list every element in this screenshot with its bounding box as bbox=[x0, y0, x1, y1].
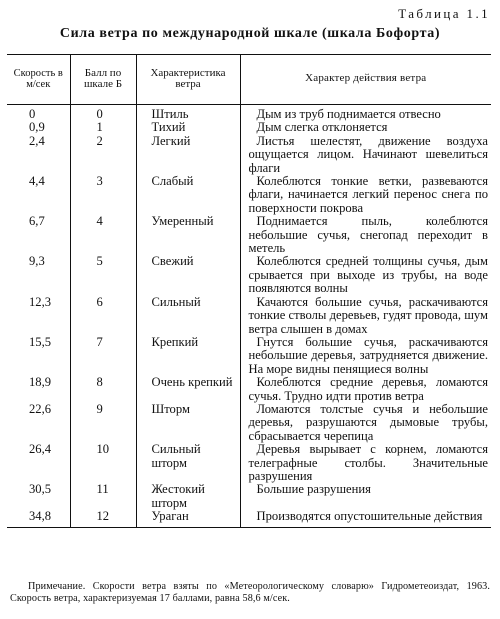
cell-beaufort bbox=[70, 215, 136, 255]
table-row bbox=[7, 336, 491, 376]
cell-action-text: Гнутся большие сучья, раскачиваются небольшие деревья, затрудняется движение. На море видны пенящиеся волны bbox=[248, 334, 488, 376]
table-row bbox=[7, 403, 491, 443]
cell-action-text: Листья шелестят, движение воздуха ощущается лицом. Начинают шевелиться флаги bbox=[248, 133, 488, 175]
cell-action bbox=[240, 336, 491, 376]
cell-beaufort-text: 5 bbox=[96, 254, 103, 269]
header-speed: Скорость в м/сек bbox=[7, 55, 70, 105]
cell-action bbox=[240, 105, 491, 122]
cell-speed-text: 22,6 bbox=[29, 401, 52, 416]
cell-beaufort-text: 9 bbox=[96, 401, 103, 416]
table-body bbox=[7, 105, 491, 528]
header-action: Характер действия ветра bbox=[240, 55, 491, 105]
table-row bbox=[7, 483, 491, 510]
cell-characteristic-text: Слабый bbox=[151, 174, 194, 189]
cell-speed bbox=[7, 403, 70, 443]
cell-characteristic bbox=[136, 336, 240, 376]
cell-characteristic-text: Штиль bbox=[151, 107, 189, 121]
cell-action-text: Ломаются толстые сучья и небольшие деревья, разрушаются дымовые трубы, сбрасывается черепица bbox=[248, 401, 488, 443]
table-row bbox=[7, 255, 491, 295]
cell-characteristic-text: Очень крепкий bbox=[151, 375, 233, 390]
cell-action-text: Качаются большие сучья, раскачиваются тонкие стволы деревьев, гудят провода, шум ветра слышен в домах bbox=[248, 294, 488, 336]
cell-beaufort bbox=[70, 403, 136, 443]
cell-characteristic-text: Легкий bbox=[151, 133, 191, 148]
cell-characteristic-text: Сильный bbox=[151, 294, 201, 309]
cell-beaufort bbox=[70, 510, 136, 527]
cell-beaufort bbox=[70, 443, 136, 483]
cell-characteristic-text: Тихий bbox=[151, 120, 186, 135]
cell-beaufort-text: 4 bbox=[96, 214, 103, 229]
cell-beaufort-text: 6 bbox=[96, 294, 103, 309]
cell-characteristic-text: Ураган bbox=[151, 509, 189, 524]
cell-characteristic bbox=[136, 121, 240, 134]
cell-speed-text: 15,5 bbox=[29, 334, 52, 349]
header-beaufort: Балл по шкале Б bbox=[70, 55, 136, 105]
cell-beaufort-text: 0 bbox=[96, 107, 103, 121]
cell-beaufort-text: 11 bbox=[96, 482, 109, 497]
cell-action-text: Поднимается пыль, колеблются небольшие сучья, снегопад переходит в метель bbox=[248, 214, 488, 256]
cell-speed bbox=[7, 105, 70, 122]
cell-speed-text: 26,4 bbox=[29, 442, 52, 457]
cell-speed bbox=[7, 215, 70, 255]
cell-characteristic-text: Жестокий шторм bbox=[151, 482, 205, 510]
cell-characteristic bbox=[136, 510, 240, 527]
cell-action-text: Колеблются средней толщины сучья, дым срывается при выходе из трубы, на воде появляются волны bbox=[248, 254, 488, 296]
cell-characteristic-text: Шторм bbox=[151, 401, 190, 416]
cell-speed-text: 0,9 bbox=[29, 120, 45, 135]
cell-action bbox=[240, 215, 491, 255]
cell-speed bbox=[7, 121, 70, 134]
cell-action-text: Большие разрушения bbox=[256, 482, 371, 497]
cell-speed-text: 9,3 bbox=[29, 254, 45, 269]
cell-beaufort-text: 8 bbox=[96, 375, 103, 390]
cell-beaufort bbox=[70, 296, 136, 336]
cell-speed bbox=[7, 376, 70, 403]
table-title: Сила ветра по международной шкале (шкала Бофорта) bbox=[59, 26, 441, 41]
cell-characteristic-text: Сильный шторм bbox=[151, 442, 201, 470]
cell-action bbox=[240, 296, 491, 336]
cell-beaufort-text: 7 bbox=[96, 334, 103, 349]
cell-characteristic bbox=[136, 483, 240, 510]
cell-speed bbox=[7, 255, 70, 295]
cell-speed bbox=[7, 510, 70, 527]
cell-speed bbox=[7, 175, 70, 215]
cell-beaufort bbox=[70, 175, 136, 215]
cell-action bbox=[240, 443, 491, 483]
cell-action bbox=[240, 135, 491, 175]
cell-action bbox=[240, 403, 491, 443]
table-row bbox=[7, 296, 491, 336]
cell-characteristic bbox=[136, 215, 240, 255]
cell-characteristic bbox=[136, 296, 240, 336]
cell-action-text: Колеблются средние деревья, ломаются сучья. Трудно идти против ветра bbox=[248, 375, 488, 403]
cell-speed-text: 18,9 bbox=[29, 375, 52, 390]
cell-characteristic bbox=[136, 105, 240, 122]
cell-characteristic-text: Умеренный bbox=[151, 214, 214, 229]
cell-speed-text: 12,3 bbox=[29, 294, 52, 309]
cell-speed-text: 34,8 bbox=[29, 509, 52, 524]
beaufort-table bbox=[7, 54, 491, 528]
cell-beaufort bbox=[70, 255, 136, 295]
cell-action-text: Производятся опустошительные действия bbox=[256, 509, 483, 524]
table-header-row bbox=[7, 55, 491, 105]
cell-speed-text: 4,4 bbox=[29, 174, 45, 189]
table-row bbox=[7, 443, 491, 483]
cell-action bbox=[240, 121, 491, 134]
cell-characteristic bbox=[136, 175, 240, 215]
cell-characteristic bbox=[136, 135, 240, 175]
cell-action bbox=[240, 255, 491, 295]
cell-beaufort-text: 12 bbox=[96, 509, 110, 524]
table-row bbox=[7, 215, 491, 255]
cell-characteristic bbox=[136, 403, 240, 443]
table-row bbox=[7, 376, 491, 403]
cell-action-text: Дым слегка отклоняется bbox=[256, 120, 388, 135]
cell-beaufort-text: 10 bbox=[96, 442, 110, 457]
table-row bbox=[7, 121, 491, 134]
cell-characteristic bbox=[136, 376, 240, 403]
cell-beaufort bbox=[70, 336, 136, 376]
header-characteristic: Характеристика ветра bbox=[136, 55, 240, 105]
cell-speed bbox=[7, 296, 70, 336]
cell-speed bbox=[7, 336, 70, 376]
table-row bbox=[7, 510, 491, 527]
cell-speed bbox=[7, 135, 70, 175]
cell-beaufort bbox=[70, 376, 136, 403]
cell-action bbox=[240, 483, 491, 510]
cell-speed-text: 30,5 bbox=[29, 482, 52, 497]
table-row bbox=[7, 175, 491, 215]
cell-beaufort bbox=[70, 135, 136, 175]
cell-beaufort-text: 2 bbox=[96, 133, 103, 148]
cell-action bbox=[240, 510, 491, 527]
cell-speed-text: 2,4 bbox=[29, 133, 45, 148]
cell-speed-text: 0 bbox=[29, 107, 36, 121]
cell-beaufort-text: 3 bbox=[96, 174, 103, 189]
cell-characteristic bbox=[136, 443, 240, 483]
cell-beaufort-text: 1 bbox=[96, 120, 103, 135]
cell-beaufort bbox=[70, 105, 136, 122]
table-row bbox=[7, 135, 491, 175]
cell-action-text: Дым из труб поднимается отвесно bbox=[256, 107, 441, 121]
cell-speed bbox=[7, 483, 70, 510]
cell-action-text: Колеблются тонкие ветки, развеваются флаги, начинается легкий перенос снега по поверхности покрова bbox=[248, 174, 488, 215]
cell-action bbox=[240, 175, 491, 215]
cell-characteristic-text: Свежий bbox=[151, 254, 194, 269]
table-number: Таблица 1.1 bbox=[398, 6, 490, 21]
cell-action-text: Деревья вырывает с корнем, ломаются телеграфные столбы. Значительные разрушения bbox=[248, 442, 488, 483]
table-note: Примечание. Скорости ветра взяты по «Метеорологическому словарю» Гидрометеоиздат, 1963. Скорость ветра, характеризуемая 17 баллами, равна 58,6 м/сек. bbox=[10, 581, 490, 604]
cell-speed-text: 6,7 bbox=[29, 214, 45, 229]
cell-speed bbox=[7, 443, 70, 483]
cell-action bbox=[240, 376, 491, 403]
cell-characteristic bbox=[136, 255, 240, 295]
cell-beaufort bbox=[70, 483, 136, 510]
table-row bbox=[7, 105, 491, 122]
cell-characteristic-text: Крепкий bbox=[151, 334, 199, 349]
cell-beaufort bbox=[70, 121, 136, 134]
